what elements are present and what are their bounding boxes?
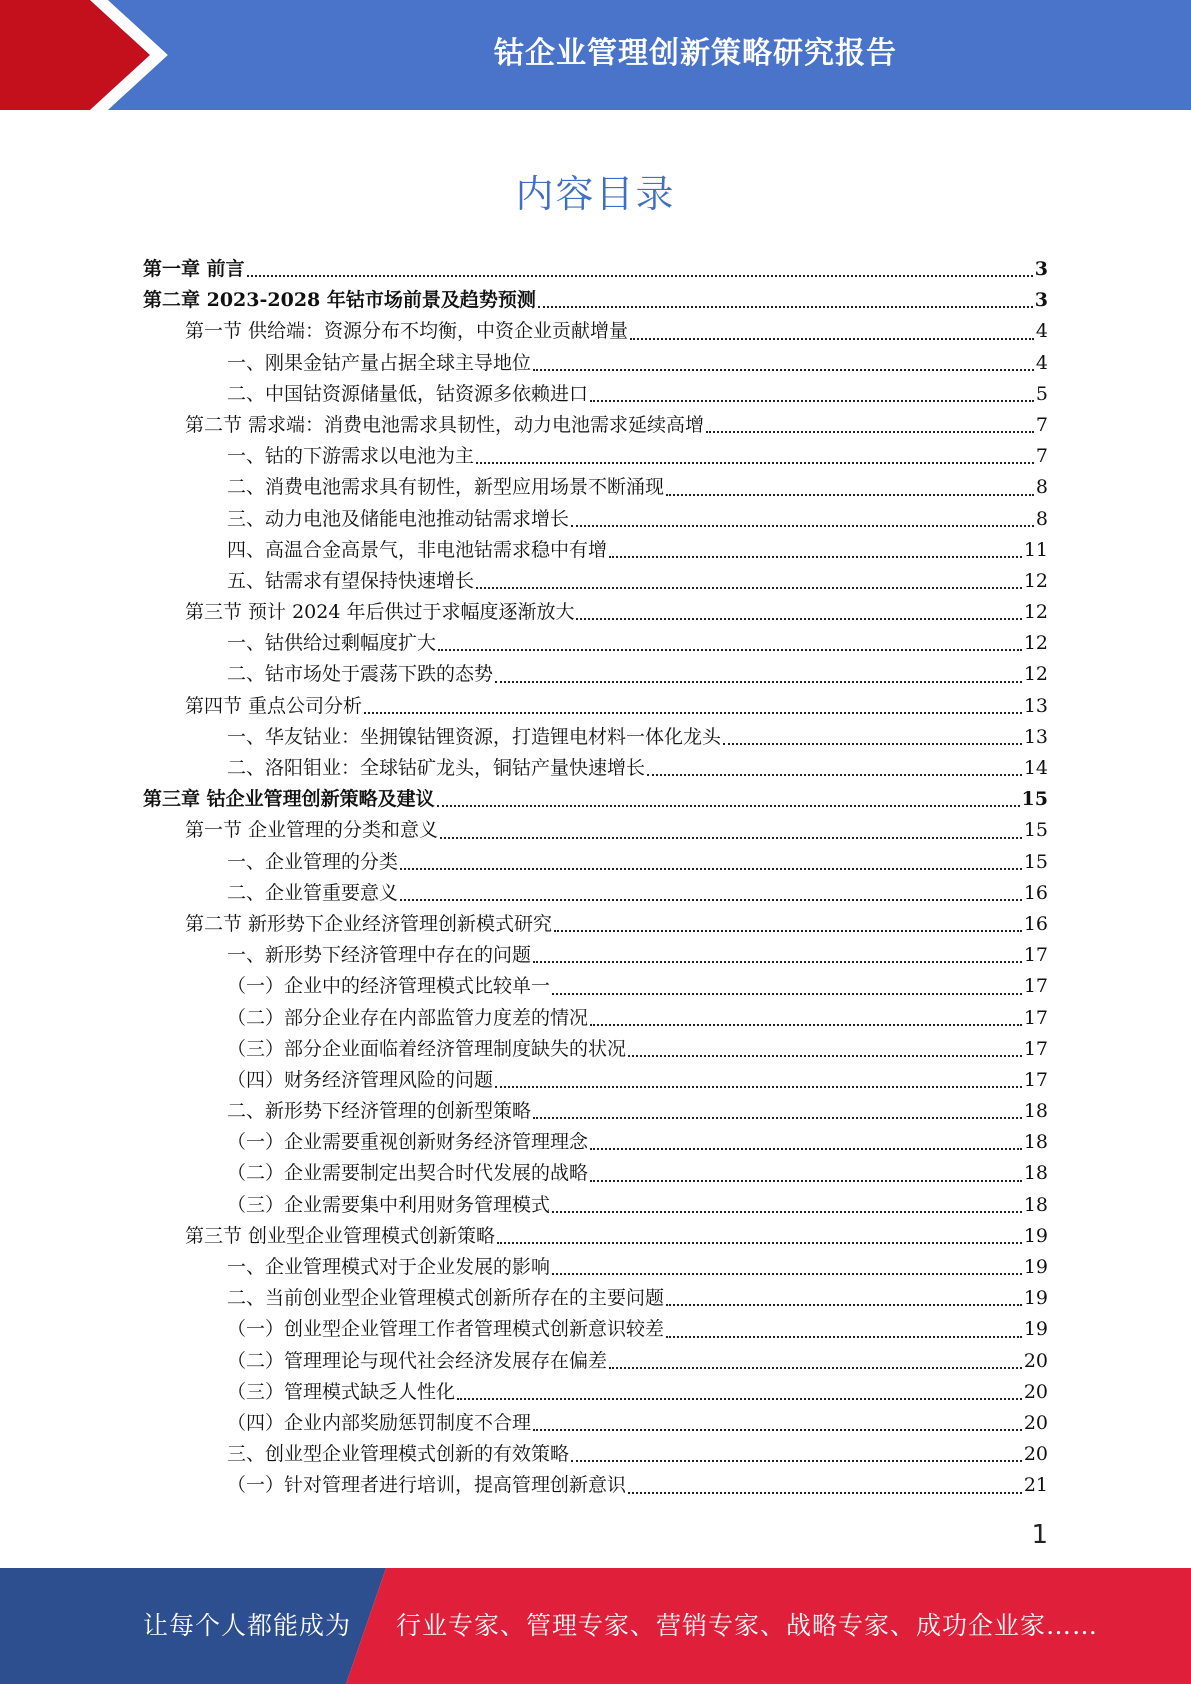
toc-leader-dots: [628, 1055, 1022, 1057]
toc-entry-title: 第三节 创业型企业管理模式创新策略: [185, 1224, 496, 1247]
toc-entry[interactable]: [143, 1127, 1048, 1158]
toc-entry-title: （三）管理模式缺乏人性化: [227, 1380, 456, 1403]
toc-entry-title: 二、消费电池需求具有韧性，新型应用场景不断涌现: [227, 476, 665, 499]
toc-leader-dots: [457, 1398, 1022, 1400]
toc-entry[interactable]: [143, 410, 1048, 441]
toc-entry[interactable]: [143, 597, 1048, 628]
toc-leader-dots: [609, 556, 1022, 558]
toc-leader-dots: [497, 1242, 1022, 1244]
toc-entry[interactable]: [143, 847, 1048, 878]
toc-entry-page: 13: [1023, 725, 1048, 748]
toc-entry-page: 17: [1023, 1006, 1048, 1029]
footer-slogan-right: 行业专家、管理专家、营销专家、战略专家、成功企业家……: [396, 1611, 1099, 1640]
toc-entry-page: 11: [1023, 538, 1048, 561]
toc-entry[interactable]: [143, 1252, 1048, 1283]
toc-entry[interactable]: [143, 971, 1048, 1002]
toc-entry-page: 18: [1023, 1162, 1048, 1185]
toc-entry[interactable]: [143, 1034, 1048, 1065]
toc-entry-title: 二、新形势下经济管理的创新型策略: [227, 1100, 532, 1123]
toc-leader-dots: [247, 275, 1033, 277]
toc-entry-page: 15: [1021, 788, 1048, 811]
toc-entry-page: 19: [1023, 1224, 1048, 1247]
toc-leader-dots: [438, 649, 1022, 651]
toc-entry[interactable]: [143, 1346, 1048, 1377]
toc-entry[interactable]: [143, 691, 1048, 722]
toc-leader-dots: [476, 462, 1034, 464]
toc-entry[interactable]: [143, 441, 1048, 472]
table-of-contents: [143, 254, 1048, 1502]
toc-entry[interactable]: [143, 1003, 1048, 1034]
toc-leader-dots: [666, 1336, 1022, 1338]
toc-entry-title: （一）创业型企业管理工作者管理模式创新意识较差: [227, 1318, 665, 1341]
toc-entry-title: 一、企业管理模式对于企业发展的影响: [227, 1256, 551, 1278]
toc-entry[interactable]: [143, 1221, 1048, 1252]
toc-leader-dots: [571, 525, 1034, 527]
toc-entry-title: （三）部分企业面临着经济管理制度缺失的状况: [227, 1037, 627, 1060]
toc-entry[interactable]: [143, 628, 1048, 659]
toc-entry-page: 21: [1023, 1474, 1048, 1497]
toc-entry[interactable]: [143, 379, 1048, 410]
toc-entry-page: 19: [1023, 1287, 1048, 1310]
toc-entry-page: 7: [1035, 413, 1048, 436]
toc-entry[interactable]: [143, 1408, 1048, 1439]
toc-leader-dots: [628, 1492, 1022, 1494]
toc-entry-page: 20: [1023, 1380, 1048, 1403]
toc-leader-dots: [552, 993, 1022, 995]
toc-leader-dots: [571, 1460, 1022, 1462]
toc-entry[interactable]: [143, 566, 1048, 597]
toc-leader-dots: [706, 431, 1034, 433]
toc-entry-title: 第二节 需求端：消费电池需求具韧性，动力电池需求延续高增: [185, 413, 705, 436]
toc-entry[interactable]: [143, 316, 1048, 347]
toc-entry-page: 5: [1035, 382, 1048, 405]
toc-leader-dots: [609, 1367, 1022, 1369]
toc-entry-page: 12: [1023, 663, 1048, 686]
toc-entry[interactable]: [143, 753, 1048, 784]
toc-leader-dots: [590, 400, 1034, 402]
toc-entry[interactable]: [143, 1377, 1048, 1408]
toc-entry-title: 一、刚果金钴产量占据全球主导地位: [227, 351, 532, 374]
toc-entry[interactable]: [143, 535, 1048, 566]
toc-entry-page: 12: [1023, 632, 1048, 655]
toc-leader-dots: [538, 306, 1033, 308]
toc-entry-page: 20: [1023, 1443, 1048, 1466]
toc-entry[interactable]: [143, 722, 1048, 753]
document-title: 钴企业管理创新策略研究报告: [494, 36, 897, 71]
toc-entry[interactable]: [143, 348, 1048, 379]
toc-leader-dots: [400, 868, 1022, 870]
toc-leader-dots: [590, 1148, 1022, 1150]
toc-entry-title: （一）企业需要重视创新财务经济管理理念: [227, 1131, 589, 1154]
toc-entry-title: 一、华友钴业：坐拥镍钴锂资源，打造锂电材料一体化龙头: [227, 725, 722, 748]
toc-entry-title: 五、钴需求有望保持快速增长: [227, 569, 475, 592]
toc-entry[interactable]: [143, 472, 1048, 503]
toc-entry-page: 20: [1023, 1411, 1048, 1434]
toc-entry-page: 18: [1023, 1193, 1048, 1216]
toc-entry[interactable]: [143, 659, 1048, 690]
toc-entry-title: 一、企业管理的分类: [227, 850, 399, 873]
toc-leader-dots: [437, 805, 1020, 807]
toc-leader-dots: [554, 930, 1022, 932]
toc-entry[interactable]: [143, 1190, 1048, 1221]
toc-leader-dots: [723, 743, 1022, 745]
toc-leader-dots: [495, 1086, 1022, 1088]
toc-entry-title: （三）企业需要集中利用财务管理模式: [227, 1193, 551, 1216]
toc-leader-dots: [495, 681, 1022, 683]
toc-leader-dots: [666, 1304, 1022, 1306]
toc-entry[interactable]: [143, 940, 1048, 971]
toc-entry-title: （二）部分企业存在内部监管力度差的情况: [227, 1006, 589, 1029]
toc-entry-title: 第二节 新形势下企业经济管理创新模式研究: [185, 912, 553, 935]
toc-title: 内容目录: [515, 172, 676, 216]
toc-entry-page: 8: [1035, 476, 1048, 499]
toc-entry[interactable]: [143, 504, 1048, 535]
toc-entry-title: 第四节 重点公司分析: [185, 694, 363, 717]
toc-leader-dots: [590, 1024, 1022, 1026]
toc-entry[interactable]: [143, 285, 1048, 316]
toc-entry-page: 15: [1023, 850, 1048, 873]
toc-entry-title: 一、新形势下经济管理中存在的问题: [227, 944, 532, 967]
toc-entry-title: 三、动力电池及储能电池推动钴需求增长: [227, 507, 570, 530]
toc-entry-title: 二、洛阳钼业：全球钴矿龙头，铜钴产量快速增长: [227, 757, 646, 779]
toc-entry-title: 第三节 预计 2024 年后供过于求幅度逐渐放大: [185, 601, 575, 624]
toc-entry-page: 14: [1023, 757, 1048, 779]
toc-entry-page: 17: [1023, 1037, 1048, 1060]
toc-entry-page: 16: [1023, 912, 1048, 935]
toc-leader-dots: [476, 587, 1022, 589]
toc-entry-page: 17: [1023, 944, 1048, 967]
toc-entry-title: 二、企业管重要意义: [227, 881, 399, 904]
toc-entry-title: 第二章 2023-2028 年钴市场前景及趋势预测: [143, 289, 536, 312]
toc-entry-title: 四、高温合金高景气，非电池钴需求稳中有增: [227, 538, 608, 561]
toc-entry-page: 12: [1023, 601, 1048, 624]
toc-entry[interactable]: [143, 1314, 1048, 1345]
toc-entry[interactable]: [143, 878, 1048, 909]
toc-leader-dots: [590, 1180, 1022, 1182]
toc-entry-page: 18: [1023, 1100, 1048, 1123]
toc-leader-dots: [666, 494, 1034, 496]
toc-entry-title: 二、当前创业型企业管理模式创新所存在的主要问题: [227, 1287, 665, 1310]
toc-entry-title: 第一节 企业管理的分类和意义: [185, 819, 439, 842]
toc-entry-title: 第一节 供给端：资源分布不均衡，中资企业贡献增量: [185, 320, 629, 343]
toc-leader-dots: [533, 369, 1034, 371]
toc-leader-dots: [576, 618, 1021, 620]
toc-entry[interactable]: [143, 254, 1048, 285]
toc-entry[interactable]: [143, 1065, 1048, 1096]
toc-leader-dots: [533, 961, 1022, 963]
toc-entry-page: 20: [1023, 1349, 1048, 1372]
toc-entry[interactable]: [143, 1158, 1048, 1189]
toc-entry-page: 3: [1034, 258, 1048, 280]
toc-leader-dots: [552, 1273, 1022, 1275]
toc-entry[interactable]: [143, 815, 1048, 846]
toc-leader-dots: [533, 1429, 1022, 1431]
toc-entry[interactable]: [143, 1096, 1048, 1127]
toc-leader-dots: [364, 712, 1022, 714]
toc-leader-dots: [552, 1211, 1022, 1213]
toc-entry-page: 19: [1023, 1318, 1048, 1341]
toc-entry[interactable]: [143, 1283, 1048, 1314]
toc-leader-dots: [647, 774, 1022, 776]
toc-leader-dots: [440, 837, 1022, 839]
toc-entry[interactable]: [143, 784, 1048, 815]
toc-entry-page: 3: [1034, 289, 1048, 312]
toc-entry-title: （二）企业需要制定出契合时代发展的战略: [227, 1162, 589, 1185]
toc-entry-title: （四）财务经济管理风险的问题: [227, 1068, 494, 1091]
page-header: [0, 0, 1191, 110]
toc-entry[interactable]: [143, 909, 1048, 940]
toc-entry-page: 15: [1023, 819, 1048, 842]
toc-entry-page: 19: [1023, 1256, 1048, 1278]
toc-entry[interactable]: [143, 1470, 1048, 1501]
page-footer: [0, 1568, 1191, 1684]
toc-entry-page: 17: [1023, 975, 1048, 998]
toc-leader-dots: [533, 1117, 1022, 1119]
toc-entry-page: 8: [1035, 507, 1048, 530]
page-number: 1: [1031, 1520, 1048, 1550]
toc-entry-page: 7: [1035, 445, 1048, 468]
toc-entry-page: 18: [1023, 1131, 1048, 1154]
toc-entry[interactable]: [143, 1439, 1048, 1470]
toc-entry-title: 一、钴供给过剩幅度扩大: [227, 632, 437, 655]
toc-entry-title: （二）管理理论与现代社会经济发展存在偏差: [227, 1349, 608, 1372]
toc-entry-title: 二、中国钴资源储量低，钴资源多依赖进口: [227, 382, 589, 405]
toc-entry-page: 16: [1023, 881, 1048, 904]
toc-entry-page: 4: [1035, 320, 1048, 343]
footer-slogan-left: 让每个人都能成为: [143, 1611, 352, 1640]
toc-entry-title: 三、创业型企业管理模式创新的有效策略: [227, 1443, 570, 1466]
toc-entry-title: （四）企业内部奖励惩罚制度不合理: [227, 1411, 532, 1434]
toc-entry-page: 13: [1023, 694, 1048, 717]
toc-entry-title: 二、钴市场处于震荡下跌的态势: [227, 663, 494, 686]
toc-leader-dots: [630, 338, 1034, 340]
toc-leader-dots: [400, 899, 1022, 901]
toc-entry-page: 17: [1023, 1068, 1048, 1091]
toc-entry-page: 12: [1023, 569, 1048, 592]
toc-entry-title: （一）企业中的经济管理模式比较单一: [227, 975, 551, 998]
toc-entry-title: （一）针对管理者进行培训，提高管理创新意识: [227, 1474, 627, 1497]
toc-entry-title: 一、钴的下游需求以电池为主: [227, 445, 475, 468]
toc-entry-page: 4: [1035, 351, 1048, 374]
toc-entry-title: 第一章 前言: [143, 258, 245, 280]
toc-entry-title: 第三章 钴企业管理创新策略及建议: [143, 788, 435, 811]
